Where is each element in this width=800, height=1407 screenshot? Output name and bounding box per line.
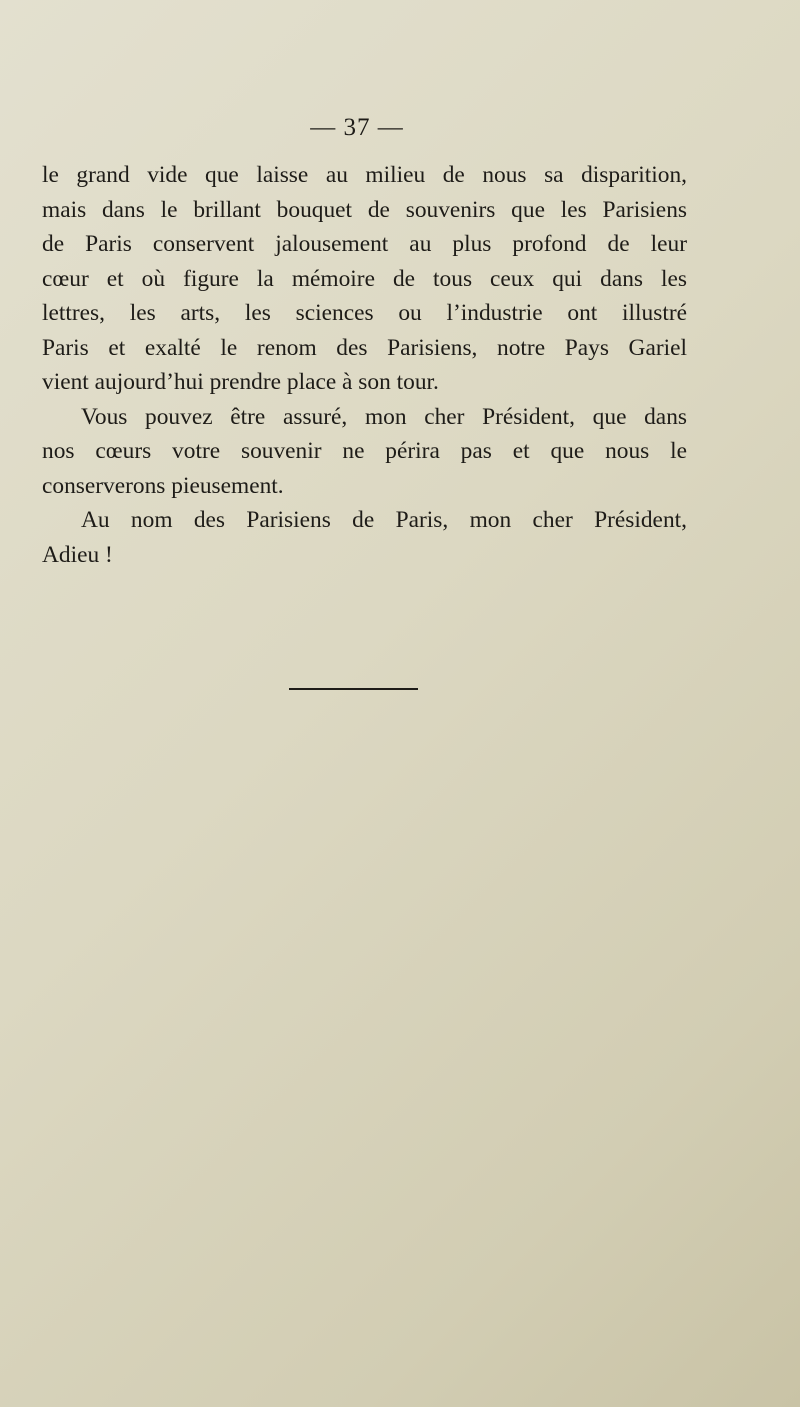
text-line: le grand vide que laisse au milieu de nous sa disparition, bbox=[42, 162, 687, 188]
text-line: Paris et exalté le renom des Parisiens, notre Pays Gariel bbox=[42, 334, 687, 361]
text-line: nos cœurs votre souvenir ne périra pas et que nous le bbox=[42, 438, 687, 464]
end-rule bbox=[289, 688, 418, 690]
text-line: vient aujourd’hui prendre place à son tour. bbox=[42, 369, 439, 395]
text-line: Au nom des Parisiens de Paris, mon cher Président, bbox=[81, 507, 687, 533]
text-line: Vous pouvez être assuré, mon cher Président, que dans bbox=[81, 403, 687, 430]
text-line: lettres, les arts, les sciences ou l’industrie ont illustré bbox=[42, 300, 687, 326]
text-line: de Paris conservent jalousement au plus profond de leur bbox=[42, 231, 687, 257]
text-line: cœur et où figure la mémoire de tous ceux qui dans les bbox=[42, 265, 687, 292]
text-line: mais dans le brillant bouquet de souvenirs que les Parisiens bbox=[42, 196, 687, 223]
page-number: — 37 — bbox=[310, 114, 404, 141]
text-line: conserverons pieusement. bbox=[42, 472, 284, 499]
text-line: Adieu ! bbox=[42, 541, 113, 568]
body-text bbox=[42, 158, 687, 572]
